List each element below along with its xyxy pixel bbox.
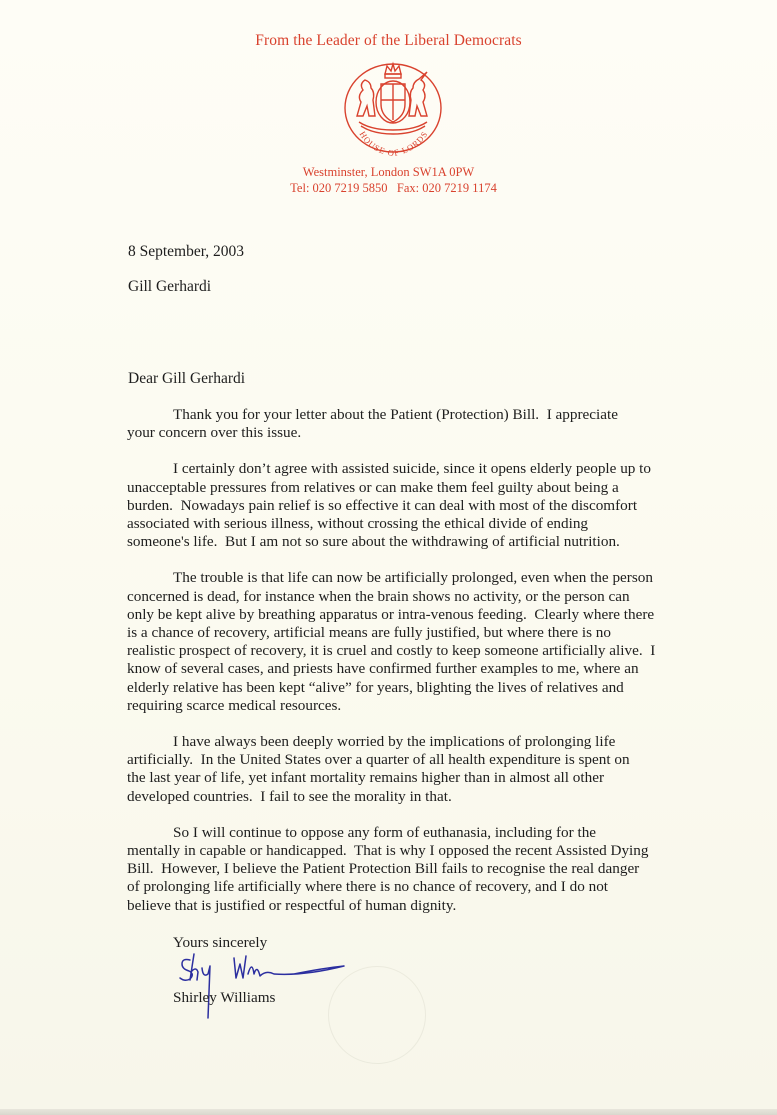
- letter-body: [127, 406, 656, 933]
- text-line: of prolonging life artificially where there is no chance of recovery, and I do not: [127, 878, 609, 896]
- letter-date: 8 September, 2003: [128, 243, 245, 260]
- address-line: Westminster, London SW1A 0PW: [302, 165, 475, 179]
- text-line: believe that is justified or respectful of human dignity.: [127, 896, 457, 914]
- text-line: associated with serious illness, without crossing the ethical divide of ending: [127, 515, 589, 533]
- body-paragraph: [127, 460, 651, 551]
- text-line: unacceptable pressures from relatives or can make them feel guilty about being a: [127, 478, 619, 496]
- text-line: your concern over this issue.: [127, 424, 302, 442]
- text-line: Thank you for your letter about the Patient (Protection) Bill. I appreciate: [173, 406, 618, 423]
- text-line: is a chance of recovery, artificial means are fully justified, but where there is no: [127, 624, 611, 642]
- text-line: elderly relative has been kept “alive” for years, blighting the lives of relatives and: [127, 678, 624, 696]
- text-line: developed countries. I fail to see the morality in that.: [127, 787, 452, 805]
- text-line: only be kept alive by breathing apparatus or intra-venous feeding. Clearly where there: [127, 605, 655, 623]
- page-bottom-edge: [0, 1109, 777, 1115]
- closing: Yours sincerely: [173, 934, 268, 951]
- text-line: requiring scarce medical resources.: [127, 696, 342, 714]
- text-line: The trouble is that life can now be artificially prolonged, even when the person: [173, 569, 653, 587]
- text-line: know of several cases, and priests have confirmed further examples to me, where an: [127, 660, 639, 678]
- text-line: artificially. In the United States over a quarter of all health expenditure is spent on: [127, 751, 630, 769]
- crest-text: HOUSE OF LORDS: [357, 128, 430, 159]
- body-paragraph: [127, 824, 647, 915]
- handwritten-signature: [174, 950, 354, 1022]
- salutation: Dear Gill Gerhardi: [128, 370, 246, 387]
- text-line: Bill. However, I believe the Patient Protection Bill fails to recognise the real danger: [127, 860, 640, 878]
- text-line: realistic prospect of recovery, it is cruel and costly to keep someone artificially alive. I: [127, 642, 656, 660]
- text-line: So I will continue to oppose any form of euthanasia, including for the: [173, 823, 597, 841]
- text-line: someone's life. But I am not so sure about the withdrawing of artificial nutrition.: [127, 533, 620, 551]
- letterhead-address: [0, 164, 777, 196]
- text-line: burden. Nowadays pain relief is so effective it can deal with most of the discomfort: [127, 496, 638, 514]
- signer-name: Shirley Williams: [173, 989, 276, 1006]
- body-paragraph: [127, 733, 647, 806]
- contact-line: Tel: 020 7219 5850 Fax: 020 7219 1174: [290, 181, 497, 195]
- recipient-name: Gill Gerhardi: [128, 278, 212, 295]
- body-paragraph: [127, 569, 656, 715]
- royal-coat-of-arms-icon: [341, 60, 445, 160]
- text-line: concerned is dead, for instance when the brain shows no activity, or the person can: [127, 587, 630, 605]
- text-line: I have always been deeply worried by the implications of prolonging life: [173, 733, 616, 751]
- text-line: mentally in capable or handicapped. That is why I opposed the recent Assisted Dying: [127, 842, 649, 860]
- letterhead-title: From the Leader of the Liberal Democrats: [255, 32, 522, 49]
- text-line: I certainly don’t agree with assisted suicide, since it opens elderly people up to: [173, 460, 651, 478]
- body-paragraph: [127, 406, 647, 442]
- text-line: the last year of life, yet infant mortality remains higher than in almost all other: [127, 769, 604, 787]
